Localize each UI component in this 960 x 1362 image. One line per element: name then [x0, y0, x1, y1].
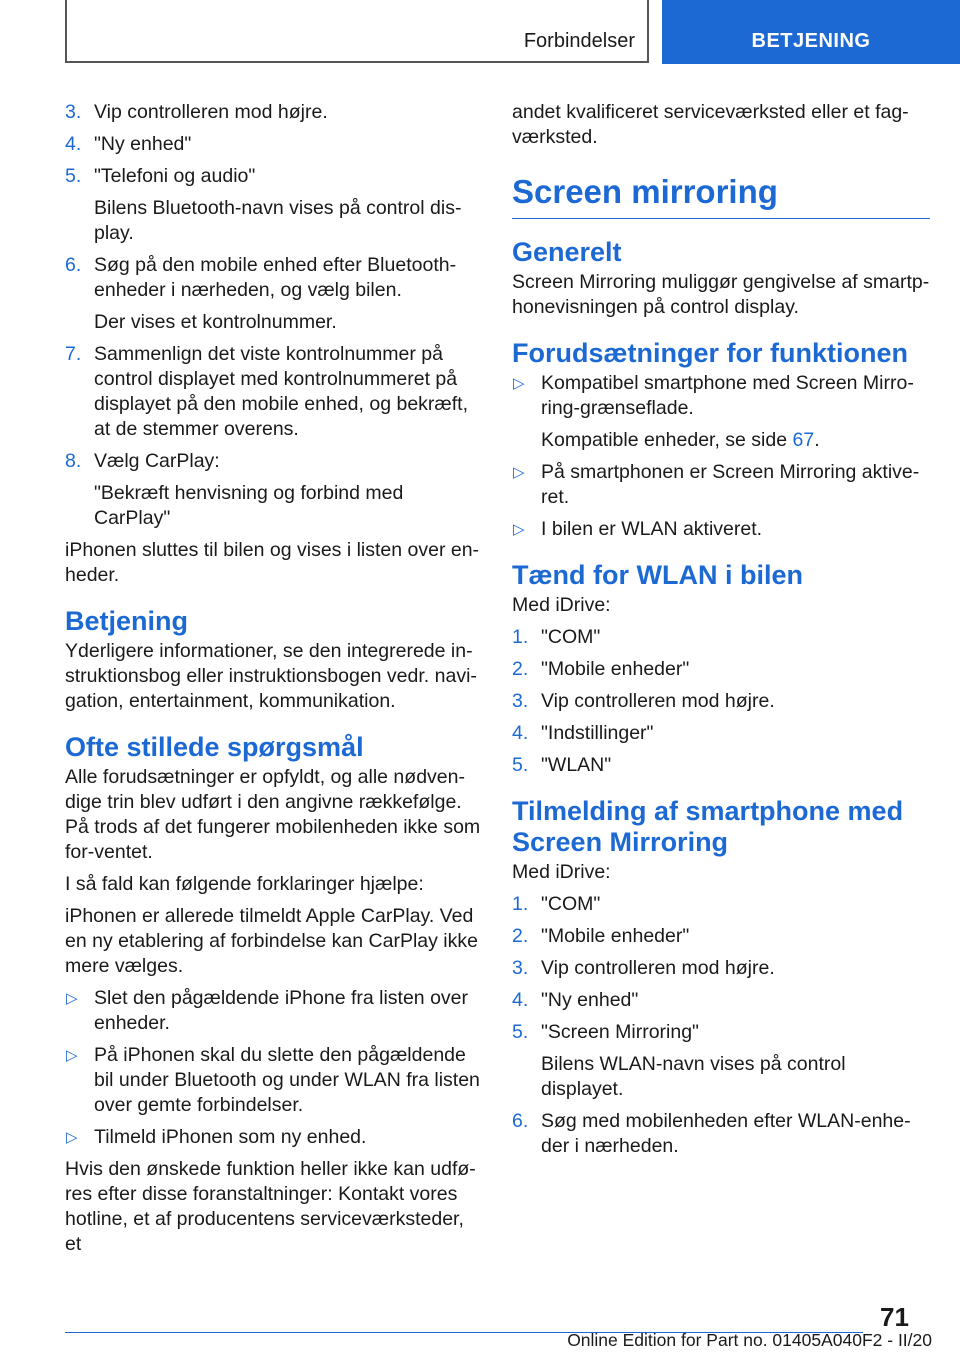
heading-forudsaetninger: Forudsætninger for funktionen — [512, 338, 908, 368]
step-number: 8. — [65, 450, 82, 472]
bullet-text: Tilmeld iPhonen som ny enhed. — [94, 1126, 367, 1148]
bullet-item — [65, 1043, 483, 1118]
list-item — [65, 449, 483, 474]
step-text: "Mobile enheder" — [541, 658, 690, 680]
bullet-text: På iPhonen skal du slette den pågældende bil under Bluetooth og under WLAN fra listen over gemte forbindelser. — [94, 1044, 480, 1116]
heading-taend-wlan: Tænd for WLAN i bilen — [512, 560, 803, 590]
list-item — [65, 342, 483, 442]
step-number: 1. — [512, 626, 529, 648]
bullet-text: I bilen er WLAN aktiveret. — [541, 518, 763, 540]
step-text: Vip controlleren mod højre. — [94, 101, 328, 123]
step-text: "Ny enhed" — [541, 989, 639, 1011]
step-subtext: "Bekræft henvisning og forbind med CarPlay" — [94, 482, 404, 529]
heading-betjening: Betjening — [65, 606, 189, 636]
step-text: "Ny enhed" — [94, 133, 192, 155]
right-column — [512, 100, 930, 1166]
list-item — [512, 689, 930, 714]
list-item — [512, 721, 930, 746]
list-item — [512, 1020, 930, 1045]
step-number: 4. — [512, 722, 529, 744]
paragraph: Hvis den ønskede funktion heller ikke kan udfø-res efter disse foranstaltninger: Kontakt vores hotline, et af producentens serviceværksteder, et — [65, 1158, 476, 1255]
paragraph: I så fald kan følgende forklaringer hjælpe: — [65, 873, 424, 895]
step-number: 3. — [512, 957, 529, 979]
triangle-right-outline-icon: ▷ — [513, 521, 525, 538]
step-number: 6. — [512, 1110, 529, 1132]
paragraph: Alle forudsætninger er opfyldt, og alle nødven-dige trin blev udført i den angivne rækkefølge. På trods af det fungerer mobilenheden ikke som for-ventet. — [65, 766, 481, 863]
list-item — [512, 1109, 930, 1159]
bullet-item — [512, 371, 930, 421]
page-number: 71 — [880, 1302, 909, 1332]
paragraph: iPhonen sluttes til bilen og vises i listen over en-heder. — [65, 539, 480, 586]
bullet-text: Slet den pågældende iPhone fra listen over enheder. — [94, 987, 469, 1034]
step-number: 2. — [512, 925, 529, 947]
bullet-subtext — [512, 428, 930, 453]
bullet-item — [512, 517, 930, 542]
page-reference-link[interactable]: 67 — [792, 429, 815, 451]
step-subtext: Bilens WLAN-navn vises på control displayet. — [541, 1053, 846, 1100]
list-item — [65, 253, 483, 303]
step-number: 1. — [512, 893, 529, 915]
heading-screen-mirroring: Screen mirroring — [512, 170, 930, 219]
step-number: 7. — [65, 343, 82, 365]
paragraph: andet kvalificeret serviceværksted eller et fag-værksted. — [512, 101, 909, 148]
step-number: 4. — [65, 133, 82, 155]
list-item — [512, 753, 930, 778]
list-item — [512, 625, 930, 650]
bullet-text: På smartphonen er Screen Mirroring aktive-ret. — [541, 461, 920, 508]
footer-edition: Online Edition for Part no. 01405A040F2 - II/20 — [567, 1330, 932, 1350]
paragraph: iPhonen er allerede tilmeldt Apple CarPlay. Ved en ny etablering af forbindelse kan CarPlay ikke mere vælges. — [65, 905, 478, 977]
step-number: 3. — [65, 101, 82, 123]
heading-generelt: Generelt — [512, 237, 622, 267]
section-tab: BETJENING — [662, 0, 960, 64]
triangle-right-outline-icon: ▷ — [513, 464, 525, 481]
triangle-right-outline-icon: ▷ — [513, 375, 525, 392]
step-number: 6. — [65, 254, 82, 276]
paragraph: Med iDrive: — [512, 861, 611, 883]
list-item — [65, 100, 483, 125]
step-number: 4. — [512, 989, 529, 1011]
triangle-right-outline-icon: ▷ — [66, 1047, 78, 1064]
step-text: Søg på den mobile enhed efter Bluetooth-enheder i nærheden, og vælg bilen. — [94, 254, 457, 301]
list-item — [512, 892, 930, 917]
step-number: 3. — [512, 690, 529, 712]
bullet-text: Kompatibel smartphone med Screen Mirro-ring-grænseflade. — [541, 372, 914, 419]
subtext-prefix: Kompatible enheder, se side — [541, 429, 793, 451]
triangle-right-outline-icon: ▷ — [66, 990, 78, 1007]
step-text: "WLAN" — [541, 754, 612, 776]
step-text: Vælg CarPlay: — [94, 450, 220, 472]
step-text: "Indstillinger" — [541, 722, 654, 744]
left-column — [65, 100, 483, 1264]
paragraph: Yderligere informationer, se den integrerede in-struktionsbog eller instruktionsbogen vedr. navi-gation, entertainment, kommunikation. — [65, 640, 477, 712]
paragraph: Med iDrive: — [512, 594, 611, 616]
step-text: "Mobile enheder" — [541, 925, 690, 947]
step-text: Vip controlleren mod højre. — [541, 690, 775, 712]
step-text: Sammenlign det viste kontrolnummer på control displayet med kontrolnummeret på displayet på den mobile enhed, og bekræft, at de stemmer overens. — [94, 343, 468, 440]
list-item — [512, 956, 930, 981]
triangle-right-outline-icon: ▷ — [66, 1129, 78, 1146]
list-item — [512, 657, 930, 682]
step-subtext: Der vises et kontrolnummer. — [94, 311, 337, 333]
heading-tilmelding: Tilmelding af smartphone med Screen Mirroring — [512, 796, 904, 857]
step-text: "COM" — [541, 893, 601, 915]
step-text: "Screen Mirroring" — [541, 1021, 699, 1043]
subtext-suffix: . — [814, 429, 820, 451]
bullet-item — [65, 1125, 483, 1150]
step-text: Søg med mobilenheden efter WLAN-enhe-der i nærheden. — [541, 1110, 911, 1157]
page-header — [0, 0, 960, 66]
chapter-title: Forbindelser — [65, 0, 649, 63]
step-number: 2. — [512, 658, 529, 680]
heading-faq: Ofte stillede spørgsmål — [65, 732, 364, 762]
step-number: 5. — [512, 754, 529, 776]
step-text: Vip controlleren mod højre. — [541, 957, 775, 979]
step-text: "COM" — [541, 626, 601, 648]
bullet-item — [65, 986, 483, 1036]
list-item — [512, 924, 930, 949]
paragraph: Screen Mirroring muliggør gengivelse af smartp-honevisningen på control display. — [512, 271, 930, 318]
list-item — [65, 164, 483, 189]
step-subtext: Bilens Bluetooth-navn vises på control dis-play. — [94, 197, 462, 244]
list-item — [65, 132, 483, 157]
step-number: 5. — [512, 1021, 529, 1043]
step-text: "Telefoni og audio" — [94, 165, 256, 187]
bullet-item — [512, 460, 930, 510]
step-number: 5. — [65, 165, 82, 187]
list-item — [512, 988, 930, 1013]
